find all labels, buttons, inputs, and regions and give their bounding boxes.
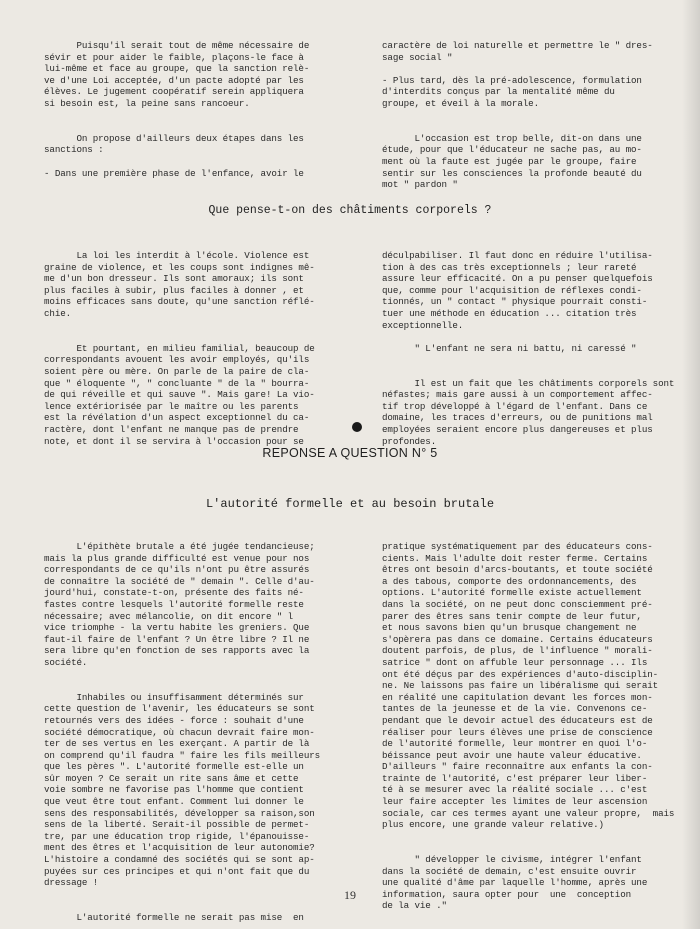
separator-bullet-icon bbox=[352, 422, 362, 432]
top-left-column: Puisqu'il serait tout de même nécessaire de sévir et pour aider le faible, plaçons-le face à lui-même et face au groupe, que la sanction relè- ve d'une Loi acceptée, d'un pacte adopté par les élèves. Le jugement coopératif serein appliquera si besoin est, la peine sans rancoeur. On propose d'ailleurs deux étapes dans les sanctions : - Dans une première phase de l'enfance, avoir le bbox=[44, 40, 310, 179]
middle-left-column: La loi les interdit à l'école. Violence est graine de violence, et les coups sont indignes mê- me d'un bon dresseur. Ils sont amoraux; ils sont plus faciles à subir, plus faciles à donner , et moins efficaces sans doute, qu'une sanction réflé- chie. Et pourtant, en milieu familial, beaucoup de correspondants avouent les avoir employés, qu'ils soient père ou mère. On parle de la paire de cla- que " éloquente ", " concluante " de la " bourra- de qui réveille et qui sauve ". Mais gare! La vio- lence extériorisée par le maître ou les parents est la révélation d'un aspect exceptionnel du ca- ractère, dont l'enfant ne manque pas de prendre note, et dont il se servira à l'occasion pour se bbox=[44, 250, 315, 447]
middle-right-column: déculpabiliser. Il faut donc en réduire l'utilisa- tion à des cas très exceptionnels ; leur rareté assure leur efficacité. On a pu penser quelquefois que, comme pour l'acquisition de réflexes condi- tionnés, un " contact " physique pourrait consti- tuer une méthode en éducation ... citation très exceptionnelle. " L'enfant ne sera ni battu, ni caressé " Il est un fait que les châtiments corporels sont néfastes; mais gare aussi à un comportement affec- tif trop développé à l'égard de l'enfant. Dans ce domaine, les traces d'erreurs, ou de punitions mal employées seraient encore plus dangereuses et plus profondes. bbox=[382, 250, 675, 447]
page-number: 19 bbox=[344, 888, 356, 902]
section-heading-chatiments: Que pense-t-on des châtiments corporels ? bbox=[208, 204, 492, 217]
question-heading: REPONSE A QUESTION N° 5 bbox=[262, 446, 438, 460]
question-subheading: L'autorité formelle et au besoin brutale bbox=[205, 497, 495, 511]
page-edge-shadow bbox=[682, 0, 700, 929]
bottom-right-column: pratique systématiquement par des éducateurs cons- cients. Mais l'adulte doit rester ferme. Certains êtres ont besoin d'arcs-boutants, et toute société a des tabous, comporte des ordonnancements, des options. L'autorité formelle existe actuellement dans la société, on ne peut donc consciemment pré- parer des êtres sans tenir compte de leur futur, et nous savons bien qu'un brusque changement ne s'opèrera pas dans ce domaine. Certains éducateurs doutent parfois, de plus, de l'influence " morali- satrice " dont on affuble leur personnage ... Ils ont été déçus par des expériences d'auto-disciplin- ne. Ne laissons pas faire un libéralisme qui serait en réalité une capitulation devant les forces mon- tantes de la jeunesse et de la vie. Convenons ce- pendant que le devoir actuel des éducateurs est de réaliser pour leurs élèves une prise de conscience de l'autorité formelle, leur montrer en quoi l'o- béissance peut avoir une haute valeur éducative. D'ailleurs " faire reconnaître aux enfants la con- trainte de l'autorité, c'est préparer leur liber- té à se mesurer avec la réalité sociale ... c'est leur faire accepter les limites de leur ascension sociale, car ces termes ayant une valeur propre, mais plus encore, une grande valeur relative.) " développer le civisme, intégrer l'enfant dans la société de demain, c'est ensuite ouvrir une qualité d'âme par laquelle l'homme, après une information, saura opter pour une conception de la vie ." bbox=[382, 541, 675, 912]
bottom-left-column: L'épithète brutale a été jugée tendancieuse; mais la plus grande difficulté est venue pour nos correspondants de ce qu'ils n'ont pu être assurés de connaître la société de " demain ". Celle d'au- jourd'hui, constate-t-on, présente des faits né- fastes contre lesquels l'autorité formelle reste nécessaire; avec mélancolie, on dit encore " l vice triomphe - la vertu habite les greniers. Que faut-il faire de l'enfant ? Un être libre ? Il ne sera libre qu'en fonction de ses rapports avec la société. Inhabiles ou insuffisamment déterminés sur cette question de l'avenir, les éducateurs se sont retournés vers des idées - force : souhait d'une société démocratique, où chacun devrait faire mon- ter de ses vertus en les exerçant. A partir de là on comprend qu'il faudra " faire les fils meilleurs que les pères ". L'autorité formelle est-elle un sûr moyen ? Ce serait un rite sans âme et cette voie sombre ne favorise pas l'homme que contient que veut être tout enfant. Comment lui donner le sens des responsabilités, développer sa raison,son sens de la liberté. Serait-il possible de permet- tre, par une éducation trop rigide, l'épanouisse- ment des êtres et l'acquisition de leur autonomie? L'histoire a condamné des sociétés qui se sont ap- puyées sur ces principes et qui n'ont fait que du dressage ! L'autorité formelle ne serait pas mise en bbox=[44, 541, 321, 923]
top-right-column: caractère de loi naturelle et permettre le " dres- sage social " - Plus tard, dès la pré-adolescence, formulation d'interdits conçus par la mentalité même du groupe, et éveil à la morale. L'occasion est trop belle, dit-on dans une étude, pour que l'éducateur ne sache pas, au mo- ment où la faute est jugée par le groupe, faire sentir sur les consciences la profonde beauté du mot " pardon " bbox=[382, 40, 653, 191]
